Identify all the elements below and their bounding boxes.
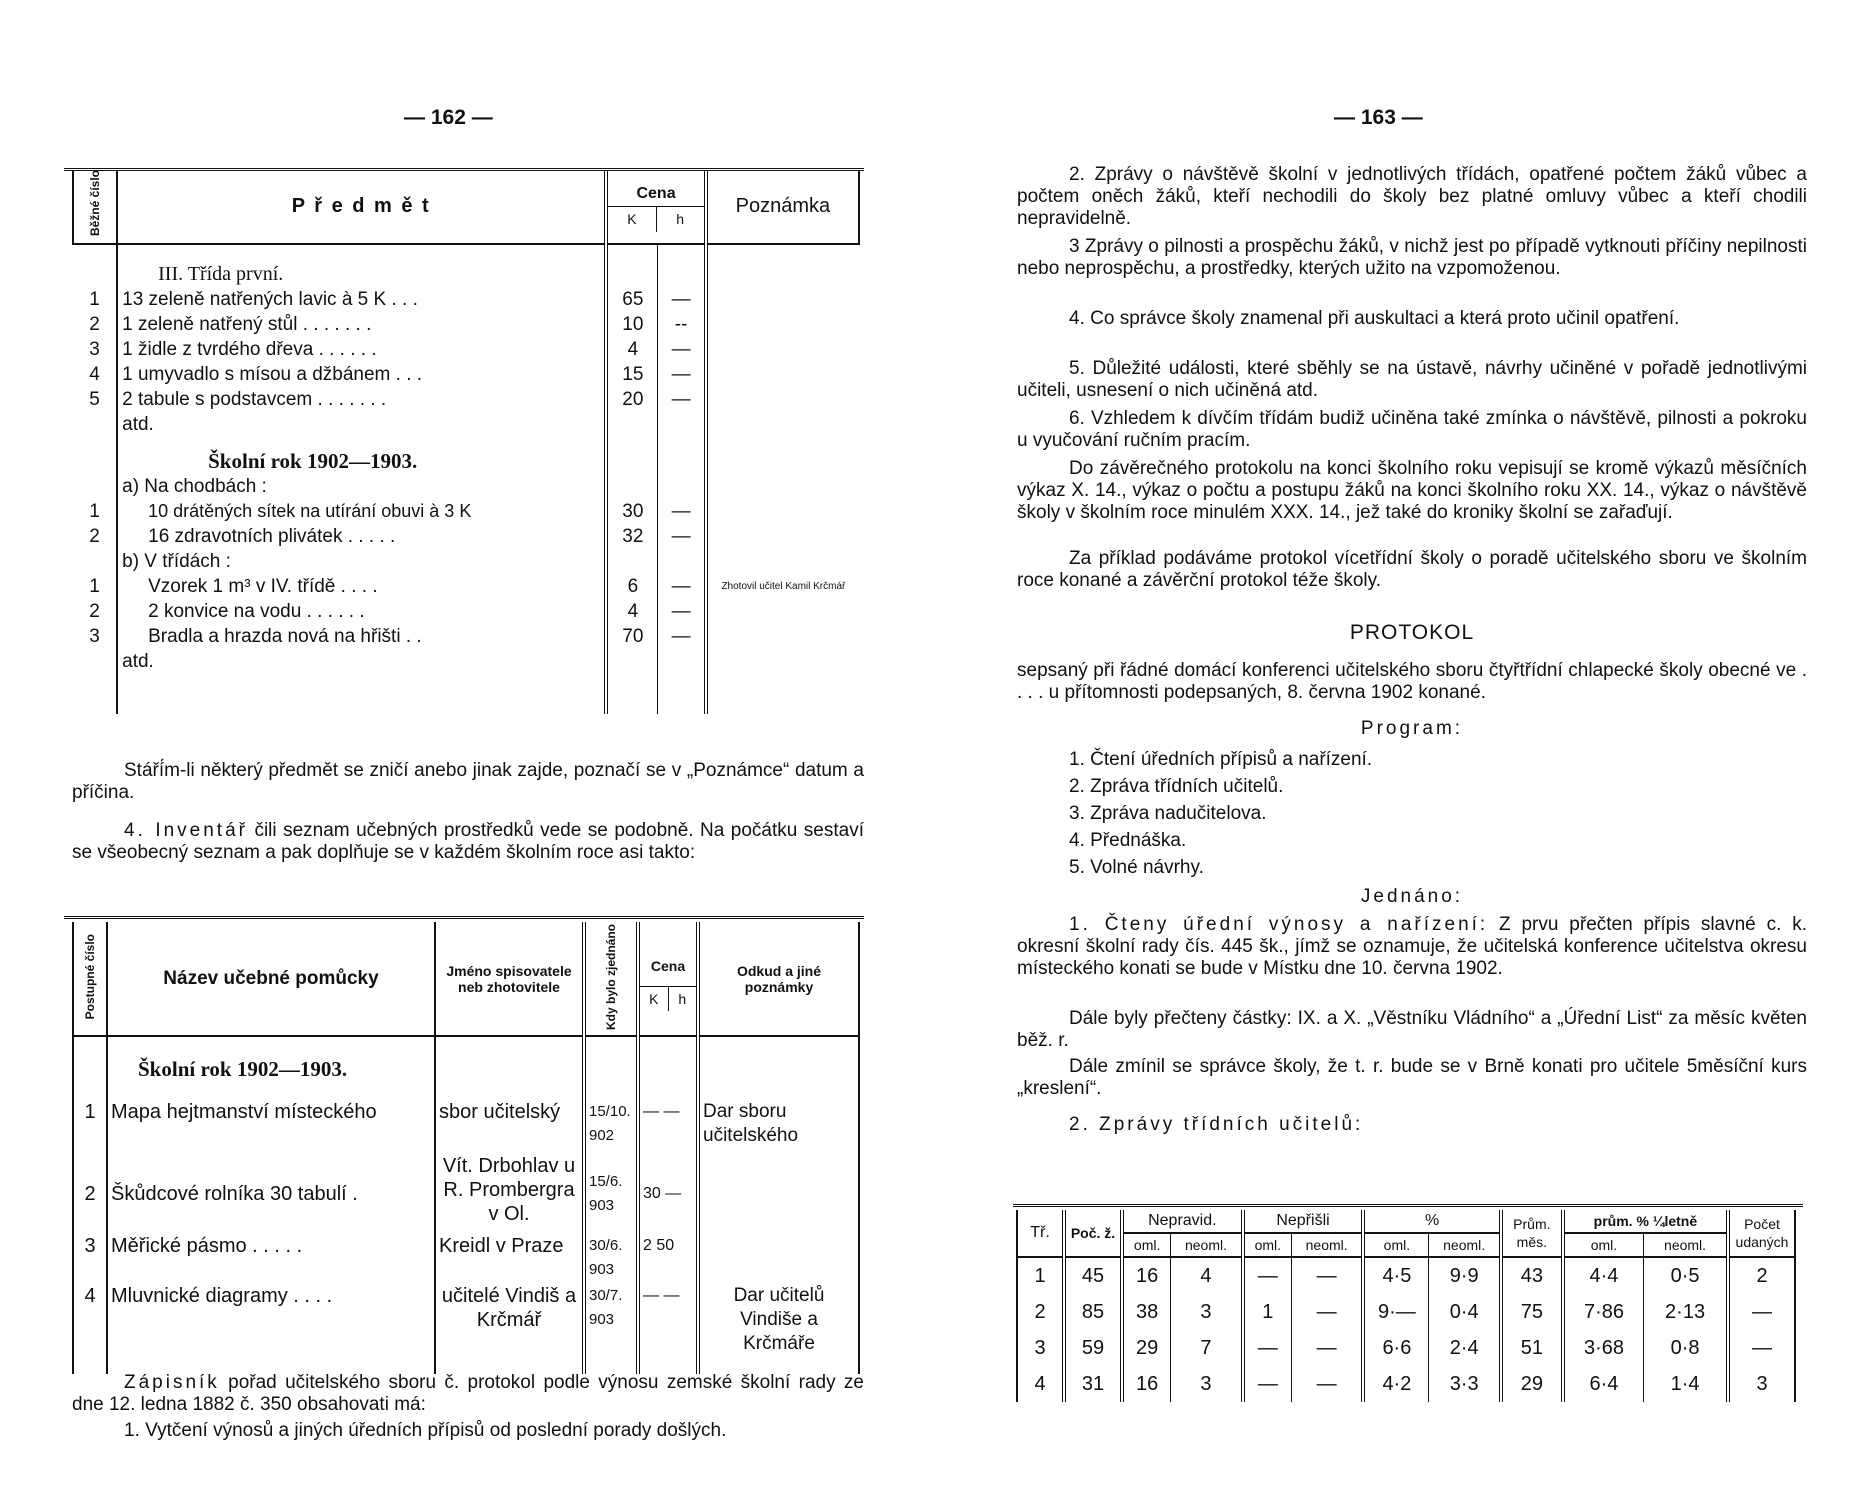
page-number-left: — 162 —	[404, 106, 493, 129]
header-nepravid: Nepravid.	[1122, 1210, 1243, 1233]
paragraph-item-4: 4. Co správce školy znamenal při auskultaci a která proto učinil opatření.	[1069, 308, 1680, 329]
header-item: P ř e d m ě t	[117, 170, 606, 244]
table-row: 3 1 židle z tvrdého dřeva . . . . . . 4 —	[73, 337, 859, 362]
list-item: 3. Zpráva nadučitelova.	[1069, 803, 1267, 824]
subsection-label: a) Na chodbách :	[122, 476, 267, 498]
paragraph-zapisnik: Zápisník pořad učitelského sboru č. protokol podle výnosu zemské školní rady ze dne 12. ledna 1882 č. 350 obsahovati má:	[72, 1372, 864, 1415]
header-pocet-udanych: Počet udaných	[1728, 1210, 1795, 1257]
header-price: Cena K h	[606, 170, 706, 244]
table-row: 5 2 tabule s podstavcem . . . . . . . 20 —	[73, 387, 859, 412]
header-pct: %	[1363, 1210, 1500, 1233]
header-origin: Odkud a jiné poznámky	[698, 922, 859, 1036]
table-top-rule	[1013, 1204, 1803, 1207]
header-note: Poznámka	[706, 170, 859, 244]
list-item: 4. Přednáška.	[1069, 830, 1187, 851]
header-name: Název učebné pomůcky	[107, 922, 435, 1036]
inventory-table	[72, 170, 860, 714]
program-title: Program:	[1360, 718, 1464, 739]
header-author: Jméno spisovatele neb zhotovitele	[435, 922, 584, 1036]
paragraph-example: Za příklad podáváme protokol vícetřídní školy o poradě učitelského sboru ve školním roce konané a závěrční protokol téže školy.	[1017, 548, 1807, 591]
header-prum-pct: prům. % ¼letně	[1563, 1210, 1728, 1233]
section-title: III. Třída první.	[158, 263, 284, 286]
table-row: 1 Mapa hejtmanství místeckého sbor učitelský 15/10. 902 — — Dar sboru učitelského	[73, 1100, 859, 1154]
protokol-intro: sepsaný při řádné domácí konferenci učitelského sboru čtyřtřídní chlapecké školy obecné ve . . . . u přítomnosti podepsaných, 8. června 1902 konané.	[1017, 660, 1807, 703]
list-item: 5. Volné návrhy.	[1069, 857, 1204, 878]
table-row: 4 31 16 3 — — 4·2 3·3 29 6·4 1·4 3	[1017, 1366, 1795, 1402]
section-title: Školní rok 1902—1903.	[208, 449, 418, 474]
paragraph-inventory: 4. Inventář čili seznam učebných prostředků vede se podobně. Na počátku sestaví se všeobecný seznam a pak doplňuje se v každém školním roce asi takto:	[72, 820, 864, 863]
subsection-label: b) V třídách :	[122, 551, 231, 573]
paragraph-item-6: 6. Vzhledem k dívčím třídám budiž učiněna také zmínka o návštěvě, pilnosti a pokroku u vyučování ručním pracím.	[1017, 408, 1807, 451]
paragraph-final-report: Do závěrečného protokolu na konci školního roku vepisují se kromě výkazů měsíčních výkaz X. 14., výkaz o počtu a postupu žáků na konci školního roku XX. 14., výkaz o návštěvě školy v školním roce minulém XXX. 14., jež také do kroniky školní se zařaďují.	[1017, 458, 1807, 523]
list-item: 2. Zpráva třídních učitelů.	[1069, 776, 1284, 797]
table-row: 1 Vzorek 1 m³ v IV. třídě . . . . 6 — Zhotovil učitel Kamil Krčmář	[73, 574, 859, 599]
table-row: 1 13 zeleně natřených lavic à 5 K . . . 65 —	[73, 287, 859, 312]
paragraph-item-5: 5. Důležité události, které sběhly se na ústavě, návrhy učiněné v pořadě jednotlivými učiteli, usnesení o nich učiněná atd.	[1017, 358, 1807, 401]
paragraph-item-1: 1. Vytčení výnosů a jiných úředních přípisů od poslední porady došlých.	[124, 1420, 727, 1441]
table-row: 2 Škůdcové rolníka 30 tabulí . Vít. Drbohlav u R. Prombergra v Ol. 15/6. 903 30 —	[73, 1154, 859, 1234]
jednano-1: 1. Čteny úřední výnosy a nařízení: Z prvu přečten přípis slavné c. k. okresní školní rady čís. 445 šk., jímž se oznamuje, že učitelská konference učitelstva okresu místeckého konati se bude v Místku dne 10. června 1902.	[1017, 914, 1807, 979]
table-row: 4 Mluvnické diagramy . . . . učitelé Vindiš a Krčmář 30/7. 903 — — Dar učitelů Vindiše a Krčmáře	[73, 1284, 859, 1374]
header-number: Běžné číslo	[73, 170, 117, 244]
jednano-2: Dále byly přečteny částky: IX. a X. „Věstníku Vládního“ a „Úřední List“ za měsíc květen běž. r.	[1017, 1008, 1807, 1051]
table-row: 3 59 29 7 — — 6·6 2·4 51 3·68 0·8 —	[1017, 1330, 1795, 1366]
paragraph-item-3: 3 Zprávy o pilnosti a prospěchu žáků, v nichž jest po případě vytknouti příčiny nepilnosti nebo neprospěchu, a prostředky, kterých užito na vzpomoženou.	[1017, 236, 1807, 279]
jednano-title: Jednáno:	[1360, 886, 1464, 907]
etc-label: atd.	[122, 414, 154, 436]
table-row: 1 45 16 4 — — 4·5 9·9 43 4·4 0·5 2	[1017, 1257, 1795, 1294]
header-date: Kdy bylo zjednáno	[584, 922, 638, 1036]
jednano-4: 2. Zprávy třídních učitelů:	[1069, 1114, 1364, 1135]
header-prum-mes: Prům. měs.	[1501, 1210, 1563, 1257]
teaching-aids-table	[72, 922, 860, 1374]
table-row: 2 2 konvice na vodu . . . . . . 4 —	[73, 599, 859, 624]
header-neprisli: Nepřišli	[1243, 1210, 1364, 1233]
table-row: 1 10 drátěných sítek na utírání obuvi à 3 K 30 —	[73, 499, 859, 524]
jednano-3: Dále zmínil se správce školy, že t. r. bude se v Brně konati pro učitele 5měsíční kurs „kreslení“.	[1017, 1056, 1807, 1099]
table-row: 4 1 umyvadlo s mísou a džbánem . . . 15 —	[73, 362, 859, 387]
header-price: Cena K h	[638, 922, 698, 1036]
paragraph-item-2: 2. Zprávy o návštěvě školní v jednotlivých třídách, opatřené počtem žáků vůbec a počtem oněch žáků, kteří nechodili do školy bez platné omluvy vůbec a kteří chodili nepravidelně.	[1017, 164, 1807, 229]
list-item: 1. Čtení úředních přípisů a nařízení.	[1069, 749, 1373, 770]
class-attendance-table: Tř. Poč. ž. Nepravid. Nepřišli % Prům. měs. prům. % ¼letně Počet udaných oml. neoml. oml. neoml. oml. neoml. oml. neoml. 1 45 16 4 — — 4·5 9·9 43 4·4 0·5 2 2 85 38 3 1 — 9·— 0·4 75 7·86 2·13 — 3 59 29 7 — — 6·6 2·4 51 3·68 0·8 — 4 31 16 3 — — 4·2 3·3 29 6·4 1·4 3	[1016, 1210, 1796, 1402]
header-poc: Poč. ž.	[1064, 1210, 1122, 1257]
header-number: Postupné číslo	[73, 922, 107, 1036]
table-row: 2 1 zeleně natřený stůl . . . . . . . 10 --	[73, 312, 859, 337]
table-top-rule	[64, 916, 864, 919]
table-row: 2 85 38 3 1 — 9·— 0·4 75 7·86 2·13 —	[1017, 1294, 1795, 1330]
page-number-right: — 163 —	[1334, 106, 1423, 129]
table-row: 3 Bradla a hrazda nová na hřišti . . 70 —	[73, 624, 859, 649]
etc-label: atd.	[122, 651, 154, 673]
right-page	[927, 0, 1854, 1500]
paragraph-damage-note: Stáří́m-li některý předmět se zničí anebo jinak zajde, poznačí se v „Poznámce“ datum a příčina.	[72, 760, 864, 803]
section-title: Školní rok 1902—1903.	[107, 1036, 435, 1100]
program-list	[1069, 746, 1769, 881]
table-row: 2 16 zdravotních plivátek . . . . . 32 —	[73, 524, 859, 549]
protokol-title: PROTOKOL	[1349, 621, 1475, 644]
table-row: 3 Měřické pásmo . . . . . Kreidl v Praze 30/6. 903 2 50	[73, 1234, 859, 1284]
note-cell: Zhotovil učitel Kamil Krčmář	[721, 581, 846, 593]
header-tr: Tř.	[1017, 1210, 1064, 1257]
